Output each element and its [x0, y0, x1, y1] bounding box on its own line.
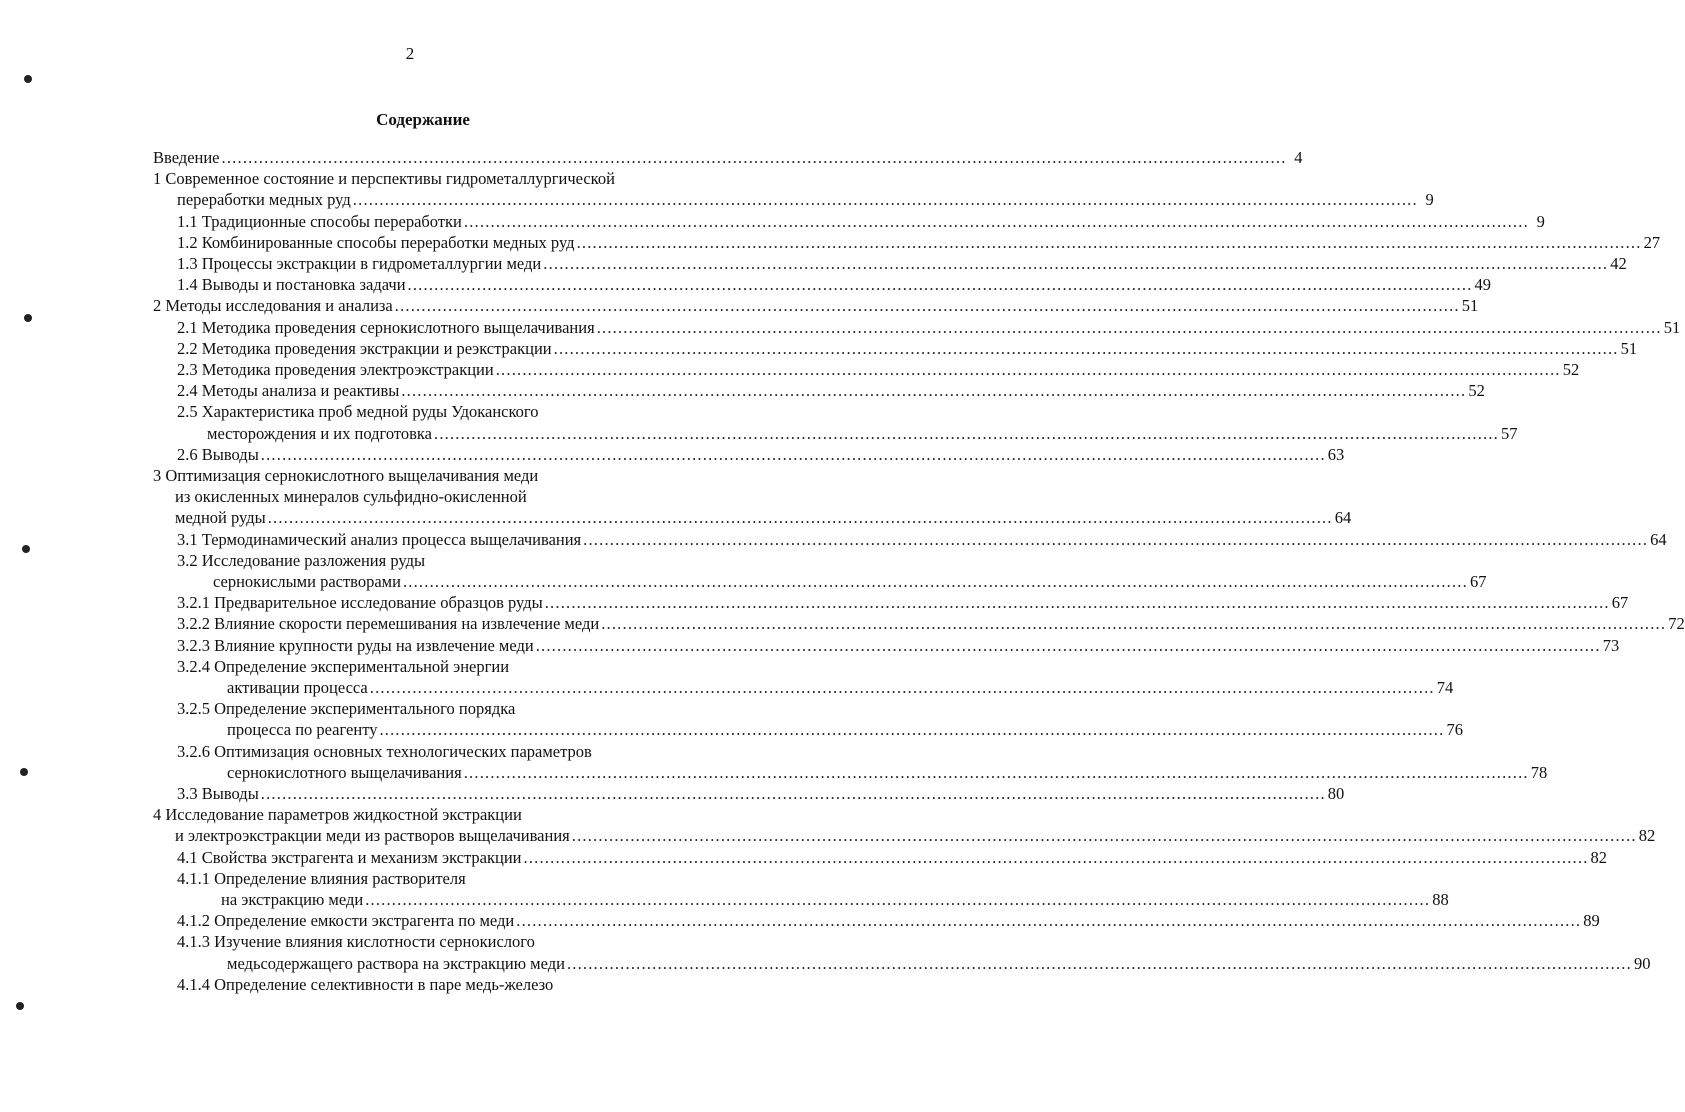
dot-leader: ........................................................................................................................................................................................................: [601, 614, 1667, 633]
toc-entry-page: 64: [1334, 508, 1352, 527]
toc-entry-title: 4.1.4 Определение селективности в паре медь-железо: [177, 975, 554, 994]
toc-entry-title: Введение: [153, 148, 220, 167]
toc-entry: [177, 911, 1600, 931]
toc-entry: [213, 572, 1487, 592]
toc-entry: [177, 402, 539, 422]
toc-entry-title: 3.2.2 Влияние скорости перемешивания на извлечение меди: [177, 614, 600, 633]
toc-entry-title: 1.3 Процессы экстракции в гидрометаллургии меди: [177, 254, 542, 273]
toc-entry-title: 3.3 Выводы: [177, 784, 259, 803]
dot-leader: ........................................................................................................................................................................................................: [571, 826, 1637, 845]
toc-entry: [153, 169, 615, 189]
toc-entry-title: и электроэкстракции меди из растворов выщелачивания: [175, 826, 570, 845]
toc-entry-page: 4: [1294, 148, 1303, 167]
toc-entry-title: 2 Методы исследования и анализа: [153, 296, 393, 315]
toc-entry: [177, 318, 1681, 338]
toc-entry-page: 90: [1633, 954, 1651, 973]
toc-entry-title: 2.4 Методы анализа и реактивы: [177, 381, 400, 400]
dot-leader: ........................................................................................................................................................................................................: [463, 763, 1529, 782]
dot-leader: ........................................................................................................................................................................................................: [267, 508, 1333, 527]
toc-entry: [177, 360, 1580, 380]
toc-entry: [175, 487, 527, 507]
toc-entry: [177, 636, 1620, 656]
toc-entry-title: 4.1 Свойства экстрагента и механизм экстракции: [177, 848, 522, 867]
toc-entry-title: 3 Оптимизация сернокислотного выщелачивания меди: [153, 466, 539, 485]
toc-entry: [177, 233, 1661, 253]
dot-leader: ........................................................................................................................................................................................................: [543, 254, 1609, 273]
dot-leader: ........................................................................................................................................................................................................: [434, 424, 1499, 443]
dot-leader: ........................................................................................................................................................................................................: [596, 318, 1662, 337]
dot-leader: ........................................................................................................................................................................................................: [260, 784, 1326, 803]
toc-entry-page: 76: [1446, 720, 1463, 739]
page-number: 2: [405, 44, 415, 63]
toc-entry-page: 51: [1663, 318, 1681, 337]
toc-entry-title: 1 Современное состояние и перспективы гидрометаллургической: [153, 169, 615, 188]
toc-entry-title: 1.2 Комбинированные способы переработки медных руд: [177, 233, 575, 252]
page-title: Содержание: [376, 110, 470, 129]
dot-leader: ........................................................................................................................................................................................................: [544, 593, 1610, 612]
dot-leader: ........................................................................................................................................................................................................: [576, 233, 1642, 252]
dot-leader: ........................................................................................................................................................................................................: [463, 212, 1529, 231]
scan-mark: [20, 768, 28, 776]
toc-entry-page: 57: [1501, 424, 1518, 443]
toc-entry-page: 52: [1562, 360, 1580, 379]
toc-entry-page: 42: [1610, 254, 1627, 273]
toc-entry: [153, 805, 522, 825]
toc-entry: [177, 190, 1434, 210]
toc-entry-page: 51: [1620, 339, 1638, 358]
toc-entry-page: 88: [1432, 890, 1449, 909]
dot-leader: ........................................................................................................................................................................................................: [365, 890, 1431, 909]
toc-entry: [177, 551, 425, 571]
toc-entry-page: 82: [1638, 826, 1656, 845]
toc-entry-title: медьсодержащего раствора на экстракцию меди: [227, 954, 565, 973]
scan-mark: [24, 314, 32, 322]
toc-entry: [177, 975, 553, 995]
dot-leader: ........................................................................................................................................................................................................: [221, 148, 1287, 167]
toc-entry-title: 2.2 Методика проведения экстракции и реэкстракции: [177, 339, 552, 358]
toc-entry-page: 49: [1474, 275, 1492, 294]
dot-leader: ........................................................................................................................................................................................................: [394, 296, 1460, 315]
toc-entry-title: 4.1.2 Определение емкости экстрагента по меди: [177, 911, 515, 930]
toc-entry: [227, 720, 1463, 740]
toc-entry: [177, 614, 1685, 634]
toc-entry: [175, 826, 1656, 846]
dot-leader: ........................................................................................................................................................................................................: [583, 530, 1649, 549]
toc-entry-title: 3.1 Термодинамический анализ процесса выщелачивания: [177, 530, 582, 549]
toc-entry-title: 2.6 Выводы: [177, 445, 259, 464]
toc-entry-title: месторождения и их подготовка: [207, 424, 432, 443]
toc-entry: [153, 466, 538, 486]
toc-entry-title: 1.1 Традиционные способы переработки: [177, 212, 462, 231]
toc-entry: [177, 742, 592, 762]
toc-entry: [177, 848, 1608, 868]
toc-entry: [177, 445, 1345, 465]
toc-entry-title: сернокислыми растворами: [213, 572, 401, 591]
toc-entry-page: 82: [1590, 848, 1608, 867]
dot-leader: ........................................................................................................................................................................................................: [516, 911, 1582, 930]
toc-entry-title: 3.2.4 Определение экспериментальной энергии: [177, 657, 510, 676]
toc-entry-title: 3.2.3 Влияние крупности руды на извлечение меди: [177, 636, 534, 655]
toc-entry: [153, 296, 1479, 316]
toc-entry: [175, 508, 1352, 528]
toc-entry-title: 2.1 Методика проведения сернокислотного выщелачивания: [177, 318, 595, 337]
toc-entry: [177, 212, 1545, 232]
toc-entry-page: 9: [1536, 212, 1545, 231]
dot-leader: ........................................................................................................................................................................................................: [407, 275, 1473, 294]
toc-entry-title: 4 Исследование параметров жидкостной экстракции: [153, 805, 522, 824]
toc-entry: [177, 275, 1492, 295]
toc-entry-title: 3.2.6 Оптимизация основных технологических параметров: [177, 742, 592, 761]
scan-mark: [22, 545, 30, 553]
toc-entry: [177, 657, 509, 677]
toc-entry-title: 4.1.1 Определение влияния растворителя: [177, 869, 466, 888]
toc-entry-page: 74: [1436, 678, 1454, 697]
toc-entry: [227, 678, 1454, 698]
toc-entry-page: 27: [1643, 233, 1661, 252]
toc-entry: [177, 784, 1345, 804]
scan-mark: [24, 75, 32, 83]
toc-entry: [177, 530, 1667, 550]
toc-entry-title: на экстракцию меди: [221, 890, 364, 909]
toc-entry-page: 73: [1602, 636, 1620, 655]
toc-entry-title: сернокислотного выщелачивания: [227, 763, 462, 782]
toc-entry-title: медной руды: [175, 508, 266, 527]
toc-entry-title: 2.3 Методика проведения электроэкстракции: [177, 360, 494, 379]
toc-entry-page: 63: [1327, 445, 1345, 464]
toc-entry-title: 3.2.5 Определение экспериментального порядка: [177, 699, 516, 718]
toc-entry: [207, 424, 1518, 444]
dot-leader: ........................................................................................................................................................................................................: [260, 445, 1326, 464]
toc-entry-title: 3.2.1 Предварительное исследование образцов руды: [177, 593, 543, 612]
toc-entry-page: 64: [1650, 530, 1667, 549]
toc-entry: [177, 869, 466, 889]
toc-entry-page: 89: [1583, 911, 1600, 930]
toc-entry-title: процесса по реагенту: [227, 720, 378, 739]
toc-entry-title: активации процесса: [227, 678, 368, 697]
toc-entry-page: 67: [1469, 572, 1487, 591]
toc-entry: [177, 254, 1627, 274]
toc-entry-title: переработки медных руд: [177, 190, 351, 209]
dot-leader: ........................................................................................................................................................................................................: [402, 572, 1468, 591]
toc-entry: [177, 593, 1629, 613]
toc-entry-page: 51: [1461, 296, 1479, 315]
toc-entry-title: из окисленных минералов сульфидно-окисленной: [175, 487, 527, 506]
toc-entry-page: 78: [1530, 763, 1548, 782]
toc-entry-page: 9: [1425, 190, 1434, 209]
toc-entry: [153, 148, 1303, 168]
dot-leader: ........................................................................................................................................................................................................: [495, 360, 1561, 379]
toc-entry-title: 3.2 Исследование разложения руды: [177, 551, 426, 570]
toc-entry: [227, 954, 1651, 974]
dot-leader: ........................................................................................................................................................................................................: [523, 848, 1589, 867]
toc-entry: [177, 381, 1485, 401]
toc-entry: [227, 763, 1548, 783]
toc-entry: [177, 699, 515, 719]
toc-entry: [177, 339, 1638, 359]
dot-leader: ........................................................................................................................................................................................................: [369, 678, 1435, 697]
toc-entry-page: 80: [1327, 784, 1345, 803]
toc-entry-page: 52: [1468, 381, 1485, 400]
dot-leader: ........................................................................................................................................................................................................: [566, 954, 1632, 973]
toc-entry-page: 67: [1611, 593, 1629, 612]
scan-mark: [16, 1002, 24, 1010]
toc-entry-title: 2.5 Характеристика проб медной руды Удоканского: [177, 402, 539, 421]
dot-leader: ........................................................................................................................................................................................................: [535, 636, 1601, 655]
toc-entry: [177, 932, 535, 952]
toc-entry-title: 1.4 Выводы и постановка задачи: [177, 275, 406, 294]
dot-leader: ........................................................................................................................................................................................................: [352, 190, 1418, 209]
dot-leader: ........................................................................................................................................................................................................: [379, 720, 1445, 739]
toc-entry-page: 72: [1668, 614, 1685, 633]
toc-entry: [221, 890, 1449, 910]
toc-entry-title: 4.1.3 Изучение влияния кислотности сернокислого: [177, 932, 535, 951]
dot-leader: ........................................................................................................................................................................................................: [553, 339, 1619, 358]
dot-leader: ........................................................................................................................................................................................................: [401, 381, 1467, 400]
